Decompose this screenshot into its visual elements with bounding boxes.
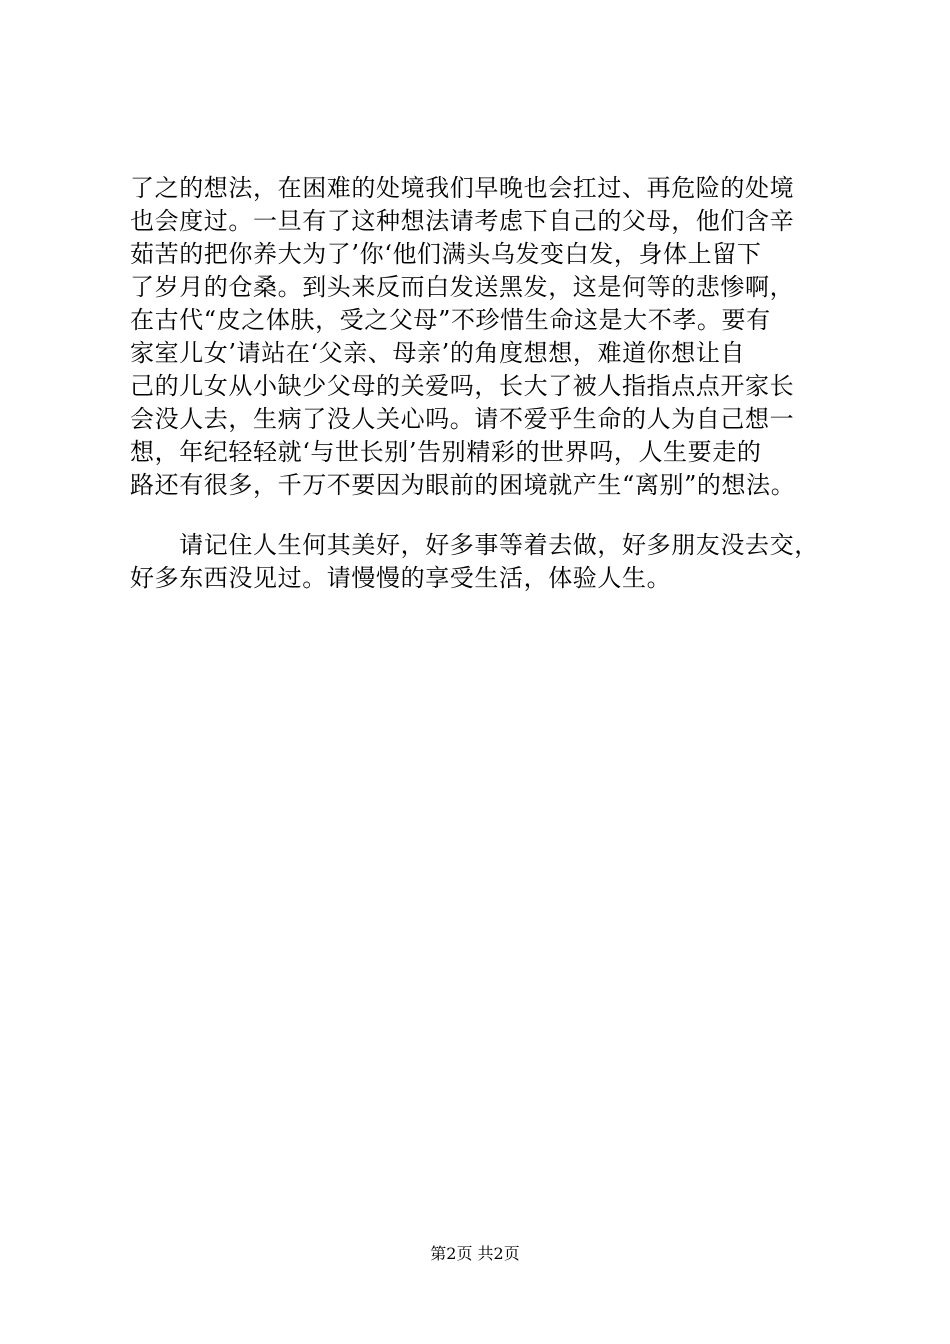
paragraph-2-line-1: 请记住人生何其美好，好多事等着去做，好多朋友没去交， <box>130 531 819 559</box>
paragraph-1-line-6: 家室儿女’请站在‘父亲、母亲’的角度想想，难道你想让自 <box>130 339 746 367</box>
paragraph-1-line-4: 了岁月的仓桑。到头来反而白发送黑发，这是何等的悲惨啊， <box>130 273 795 301</box>
paragraph-1-line-10: 路还有很多，千万不要因为眼前的困境就产生“离别”的想法。 <box>130 471 796 499</box>
paragraph-1-line-2: 也会度过。一旦有了这种想法请考虑下自己的父母，他们含辛 <box>130 207 795 235</box>
document-body <box>130 172 830 595</box>
paragraph-1-line-1: 了之的想法，在困难的处境我们早晚也会扛过、再危险的处境 <box>130 174 795 202</box>
paragraph-1-line-5: 在古代“皮之体肤，受之父母”不珍惜生命这是大不孝。要有 <box>130 306 771 334</box>
paragraph-spacer <box>130 502 830 529</box>
paragraph-1-line-7: 己的儿女从小缺少父母的关爱吗，长大了被人指指点点开家长 <box>130 372 795 400</box>
paragraph-1-line-9: 想，年纪轻轻就‘与世长别’告别精彩的世界吗，人生要走的 <box>130 438 762 466</box>
page-number-footer: 第2页 共2页 <box>430 1244 520 1263</box>
paragraph-1-line-3: 茹苦的把你养大为了’你‘他们满头乌发变白发，身体上留下 <box>130 240 762 268</box>
paragraph-1-line-8: 会没人去，生病了没人关心吗。请不爱乎生命的人为自己想一 <box>130 405 795 433</box>
paragraph-2-line-2: 好多东西没见过。请慢慢的享受生活，体验人生。 <box>130 564 672 592</box>
